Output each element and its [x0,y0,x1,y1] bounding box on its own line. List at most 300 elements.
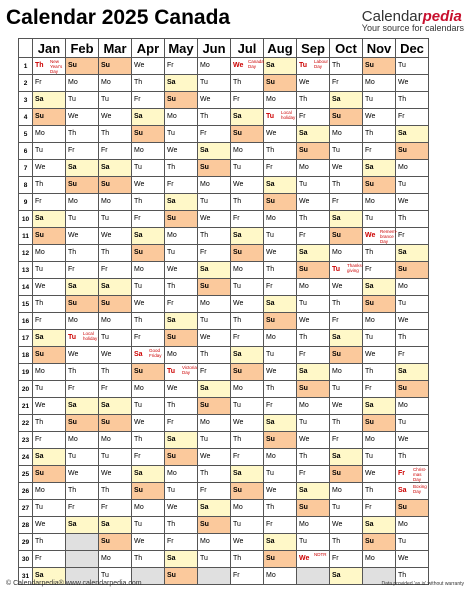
weekday-label: Sa [299,487,308,494]
weekday-label: Fr [365,504,372,511]
day-cell [264,58,297,75]
weekday-label: Sa [134,470,143,477]
day-row [19,92,429,109]
weekday-label: Sa [101,164,110,171]
weekday-label: We [233,419,244,426]
day-cell [396,415,429,432]
empty-day-cell [297,568,330,585]
weekday-label: We [299,436,310,443]
weekday-label: Fr [68,504,75,511]
holiday-label: Local holiday [281,110,296,120]
weekday-label: Sa [365,283,374,290]
weekday-label: Fr [233,215,240,222]
weekday-label: Th [266,385,275,392]
weekday-label: We [134,181,145,188]
day-cell [330,279,363,296]
weekday-label: Mo [167,470,177,477]
weekday-label: Su [200,283,209,290]
day-cell [231,75,264,92]
day-cell [231,330,264,347]
weekday-label: Th [35,300,44,307]
day-cell [363,245,396,262]
weekday-label: Mo [332,368,342,375]
day-cell [132,143,165,160]
weekday-label: Fr [101,504,108,511]
weekday-label: Fr [332,555,339,562]
day-cell [132,449,165,466]
weekday-label: Sa [332,572,341,579]
day-cell [198,126,231,143]
day-cell [132,534,165,551]
day-number: 7 [19,160,33,177]
day-cell [33,194,66,211]
day-cell [264,381,297,398]
weekday-label: Su [299,147,308,154]
weekday-label: Su [266,317,275,324]
weekday-label: Tu [101,96,109,103]
weekday-label: Tu [167,249,175,256]
day-cell [99,415,132,432]
weekday-label: Th [68,130,77,137]
weekday-label: Th [299,334,308,341]
weekday-label: Tu [398,62,406,69]
weekday-label: Th [266,147,275,154]
day-cell [198,381,231,398]
day-cell [165,228,198,245]
weekday-label: Sa [68,164,77,171]
weekday-label: Su [266,198,275,205]
day-cell [33,109,66,126]
weekday-label: We [332,164,343,171]
weekday-label: Mo [365,79,375,86]
weekday-label: Fr [35,198,42,205]
day-number: 21 [19,398,33,415]
weekday-label: Su [332,113,341,120]
weekday-label: Sa [200,147,209,154]
day-cell [264,160,297,177]
month-header-oct: Oct [330,39,363,58]
weekday-label: Sa [134,113,143,120]
day-cell [363,228,396,245]
day-cell [33,466,66,483]
day-cell [363,109,396,126]
day-cell [99,92,132,109]
day-cell [33,398,66,415]
weekday-label: Su [365,538,374,545]
day-cell [99,160,132,177]
weekday-label: We [233,538,244,545]
day-cell [33,381,66,398]
weekday-label: We [134,62,145,69]
day-cell [231,449,264,466]
holiday-label: Local holiday [83,331,98,341]
day-cell [330,432,363,449]
weekday-label: Mo [233,266,243,273]
day-cell [33,211,66,228]
weekday-label: We [68,470,79,477]
day-cell [99,398,132,415]
footer-copyright: © Calendarpedia® www.calendarpedia.com [6,580,142,587]
weekday-label: We [233,181,244,188]
day-cell [99,228,132,245]
weekday-label: We [68,113,79,120]
holiday-label: NDTR [314,552,327,557]
day-cell [396,245,429,262]
day-cell [198,194,231,211]
weekday-label: Fr [134,453,141,460]
day-cell [33,330,66,347]
weekday-label: We [101,351,112,358]
weekday-label: Tu [35,266,43,273]
day-number: 2 [19,75,33,92]
day-number: 25 [19,466,33,483]
day-cell [363,330,396,347]
day-number: 29 [19,534,33,551]
day-row [19,449,429,466]
weekday-label: Su [167,572,176,579]
day-cell [231,160,264,177]
day-cell [264,313,297,330]
weekday-label: Tu [101,215,109,222]
weekday-label: Fr [233,572,240,579]
day-cell [297,160,330,177]
day-cell [66,245,99,262]
day-cell [198,313,231,330]
day-cell [264,279,297,296]
weekday-label: Mo [200,181,210,188]
month-header-feb: Feb [66,39,99,58]
weekday-label: Fr [266,283,273,290]
weekday-label: Sa [332,96,341,103]
day-cell [99,58,132,75]
day-cell [33,449,66,466]
weekday-label: Su [398,266,407,273]
day-cell [264,262,297,279]
weekday-label: Tu [266,113,275,120]
day-cell [231,228,264,245]
day-cell [330,296,363,313]
day-cell [330,500,363,517]
day-cell [165,262,198,279]
day-cell [297,279,330,296]
day-cell [363,466,396,483]
day-cell [330,109,363,126]
day-cell [297,381,330,398]
weekday-label: Tu [299,538,307,545]
day-cell [165,364,198,381]
weekday-label: Su [398,147,407,154]
day-cell [396,177,429,194]
day-cell [198,92,231,109]
weekday-label: Fr [35,79,42,86]
day-cell [132,330,165,347]
weekday-label: Fr [101,385,108,392]
day-row [19,483,429,500]
day-row [19,381,429,398]
weekday-label: Su [233,487,242,494]
day-cell [198,262,231,279]
weekday-label: We [398,555,409,562]
weekday-label: We [398,79,409,86]
day-cell [231,58,264,75]
weekday-label: We [398,198,409,205]
weekday-label: We [299,555,310,562]
weekday-label: Su [134,487,143,494]
weekday-label: Su [200,164,209,171]
weekday-label: Mo [68,198,78,205]
day-cell [165,449,198,466]
weekday-label: Fr [35,436,42,443]
day-cell [99,347,132,364]
weekday-label: Su [68,181,77,188]
weekday-label: Tu [68,215,76,222]
weekday-label: Fr [200,487,207,494]
day-cell [330,177,363,194]
weekday-label: Tu [134,402,142,409]
day-cell [264,551,297,568]
day-cell [198,211,231,228]
day-cell [297,75,330,92]
weekday-label: Th [365,249,374,256]
weekday-label: Th [101,487,110,494]
day-cell [198,279,231,296]
day-cell [198,58,231,75]
day-cell [99,75,132,92]
weekday-label: Sa [101,521,110,528]
weekday-label: Th [167,283,176,290]
day-cell [33,415,66,432]
day-cell [66,330,99,347]
day-cell [363,279,396,296]
day-cell [264,415,297,432]
weekday-label: Su [35,232,44,239]
weekday-label: Sa [266,538,275,545]
day-cell [231,143,264,160]
weekday-label: Mo [200,62,210,69]
weekday-label: Sa [134,351,143,358]
weekday-label: We [134,419,145,426]
day-cell [198,534,231,551]
day-row [19,58,429,75]
day-cell [66,381,99,398]
day-cell [198,398,231,415]
day-cell [198,449,231,466]
weekday-label: Fr [266,164,273,171]
day-cell [363,126,396,143]
weekday-label: Th [101,368,110,375]
day-cell [264,432,297,449]
day-cell [396,126,429,143]
day-cell [231,245,264,262]
day-cell [396,313,429,330]
day-cell [165,92,198,109]
weekday-label: We [200,215,211,222]
weekday-label: Th [68,487,77,494]
day-row [19,143,429,160]
day-cell [132,58,165,75]
weekday-label: Mo [68,79,78,86]
day-cell [165,313,198,330]
weekday-label: Tu [233,521,241,528]
day-number: 4 [19,109,33,126]
day-cell [264,194,297,211]
weekday-label: Th [134,317,143,324]
weekday-label: Tu [35,147,43,154]
day-cell [231,415,264,432]
day-cell [330,143,363,160]
day-cell [297,92,330,109]
day-number: 13 [19,262,33,279]
weekday-label: Tu [200,555,208,562]
day-cell [330,517,363,534]
day-cell [99,449,132,466]
day-cell [297,296,330,313]
day-cell [66,449,99,466]
day-cell [99,296,132,313]
day-cell [198,109,231,126]
weekday-label: Su [101,300,110,307]
weekday-label: Mo [398,521,408,528]
weekday-label: Sa [200,385,209,392]
weekday-label: Th [365,368,374,375]
day-cell [264,143,297,160]
weekday-label: Sa [167,555,176,562]
day-cell [231,279,264,296]
day-cell [132,313,165,330]
month-header-jun: Jun [198,39,231,58]
day-number: 5 [19,126,33,143]
day-cell [363,143,396,160]
weekday-label: We [68,232,79,239]
day-cell [33,534,66,551]
day-cell [33,551,66,568]
day-cell [264,466,297,483]
day-row [19,330,429,347]
day-cell [99,534,132,551]
holiday-label: Victoria Day [182,365,197,375]
weekday-label: Fr [332,79,339,86]
day-row [19,262,429,279]
weekday-label: We [68,351,79,358]
weekday-label: Sa [35,453,44,460]
day-cell [297,330,330,347]
weekday-label: Su [101,538,110,545]
brand-logo[interactable] [362,8,464,33]
day-cell [231,551,264,568]
day-cell [165,160,198,177]
day-number: 6 [19,143,33,160]
day-cell [66,296,99,313]
weekday-label: We [365,113,376,120]
holiday-label: Remem-brance Day [380,229,398,244]
day-row [19,347,429,364]
day-row [19,534,429,551]
day-cell [132,500,165,517]
day-number: 3 [19,92,33,109]
weekday-label: Fr [332,317,339,324]
day-cell [330,381,363,398]
weekday-label: Th [398,215,407,222]
weekday-label: Su [134,130,143,137]
weekday-label: Su [68,300,77,307]
day-cell [330,483,363,500]
day-cell [165,194,198,211]
page-title: Calendar 2025 Canada [6,6,231,29]
day-row [19,126,429,143]
weekday-label: Tu [35,385,43,392]
weekday-label: Su [167,334,176,341]
day-cell [264,347,297,364]
weekday-label: Tu [398,300,406,307]
day-number: 20 [19,381,33,398]
day-cell [33,177,66,194]
day-cell [330,262,363,279]
day-cell [231,500,264,517]
day-cell [33,58,66,75]
day-cell [363,313,396,330]
weekday-label: Su [35,470,44,477]
month-header-apr: Apr [132,39,165,58]
day-cell [396,534,429,551]
day-cell [165,279,198,296]
weekday-label: Th [35,62,44,69]
weekday-label: Mo [68,436,78,443]
day-cell [231,211,264,228]
footer-disclaimer: Data provided 'as is' without warranty [381,581,464,587]
weekday-label: Fr [167,419,174,426]
day-number: 15 [19,296,33,313]
weekday-label: Tu [200,317,208,324]
day-cell [396,194,429,211]
day-cell [66,228,99,245]
day-number: 8 [19,177,33,194]
day-cell [264,177,297,194]
day-cell [66,347,99,364]
day-row [19,245,429,262]
weekday-label: Su [398,385,407,392]
weekday-label: Sa [266,300,275,307]
weekday-label: Th [332,62,341,69]
weekday-label: Mo [299,164,309,171]
day-cell [231,194,264,211]
day-cell [99,262,132,279]
day-cell [66,364,99,381]
day-cell [165,143,198,160]
weekday-label: Su [299,504,308,511]
day-cell [396,330,429,347]
day-cell [198,330,231,347]
day-cell [363,177,396,194]
weekday-label: We [332,521,343,528]
day-cell [33,364,66,381]
day-cell [231,313,264,330]
day-cell [231,347,264,364]
day-cell [33,75,66,92]
day-cell [165,109,198,126]
day-row [19,415,429,432]
weekday-label: Fr [332,436,339,443]
day-cell [165,398,198,415]
day-cell [363,92,396,109]
weekday-label: Tu [332,385,340,392]
empty-day-cell [198,568,231,585]
weekday-label: Su [68,419,77,426]
weekday-label: Mo [266,96,276,103]
day-cell [132,126,165,143]
month-header-mar: Mar [99,39,132,58]
day-cell [132,364,165,381]
day-cell [396,228,429,245]
